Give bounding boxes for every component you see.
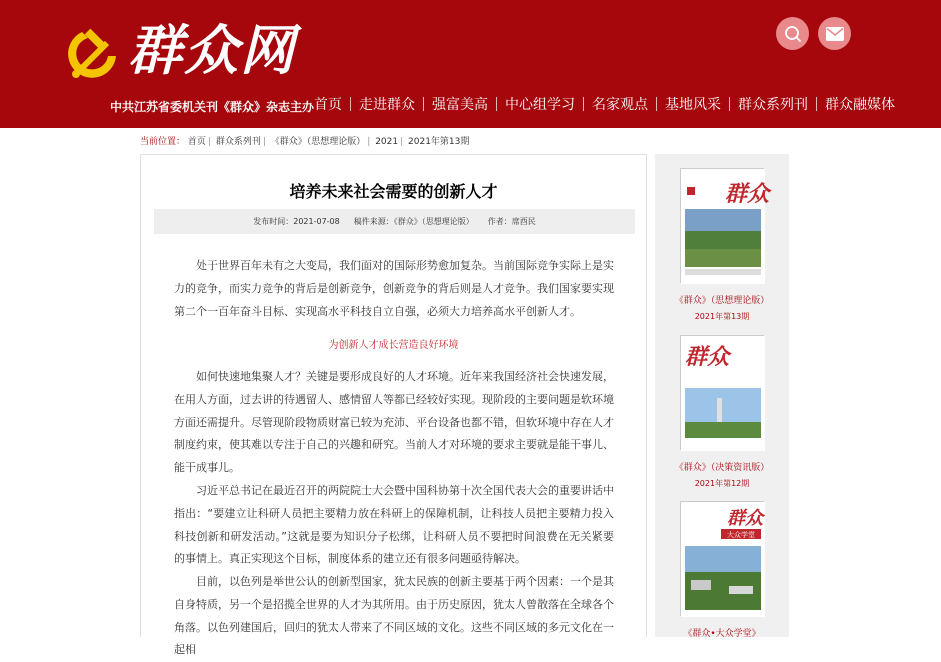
breadcrumb-item[interactable]: 《群众》（思想理论版） [270,137,366,147]
magazine-name[interactable]: 《群众》（思想理论版） [674,296,770,306]
site-logo[interactable]: 群众网 [128,18,296,82]
search-icon [784,25,802,43]
breadcrumb-separator: | [262,137,266,147]
breadcrumb-separator: | [367,137,371,147]
magazine-cover[interactable] [680,335,764,450]
nav-item-study[interactable]: 中心组学习 [505,97,575,113]
site-slogan: 中共江苏省委机关刊《群众》杂志主办 [110,100,315,114]
nav-item-bases[interactable]: 基地风采 [665,97,721,113]
magazine-cover[interactable] [680,168,770,283]
magazine-name[interactable]: 《群众》（决策资讯版） [674,463,770,473]
breadcrumb-item[interactable]: 首页 [187,137,206,147]
nav-item-series[interactable]: 群众系列刊 [738,97,808,113]
magazine-issue: 2021年第12期 [694,479,750,488]
article-paragraph: 目前，以色列是举世公认的创新型国家，犹太民族的创新主要基于两个因素：一个是其自身特质，另一个是招揽全世界的人才为其所用。由于历史原因，犹太人曾散落在全球各个角落。以色列建国后，回归的犹太人带来了不同区域的文化。这些不同区域的多元文化在一起相 [174,575,614,657]
magazine-cover-image [681,502,765,617]
nav-item-experts[interactable]: 名家观点 [592,97,648,113]
breadcrumb-label: 当前位置： [140,137,186,147]
magazine-cover[interactable] [680,501,764,616]
site-header [0,0,941,128]
article-subheading: 为创新人才成长营造良好环境 [328,340,459,351]
mail-button[interactable] [818,17,851,50]
breadcrumb-item[interactable]: 2021 [375,137,399,147]
article-paragraph: 处于世界百年未有之大变局，我们面对的国际形势愈加复杂。当前国际竞争实际上是实力的竞争，而实力竞争的背后是创新竞争，创新竞争的背后则是人才竞争。我们国家要实现第二个一百年奋斗目标、实现高水平科技自立自强，必须大力培养高水平创新人才。 [174,259,614,318]
article-paragraph: 习近平总书记在最近召开的两院院士大会暨中国科协第十次全国代表大会的重要讲话中指出：“要建立让科研人员把主要精力放在科研上的保障机制，让科技人员把主要精力投入科技创新和研发活动。”这就是要为知识分子松绑，让科研人员不要把时间浪费在无关紧要的事情上。真正实现这个目标，制度体系的建立还有很多问题亟待解决。 [174,484,614,566]
breadcrumb-item[interactable]: 2021年第13期 [408,137,470,147]
search-button[interactable] [776,17,809,50]
main-nav [306,94,903,114]
magazine-sidebar [655,154,789,637]
article-source: 稿件来源：《群众》（思想理论版） [353,217,474,226]
hammer-sickle-icon [64,22,124,82]
magazine-cover-image [681,336,765,451]
breadcrumb-separator: | [207,137,211,147]
magazine-name[interactable]: 《群众•大众学堂》 [683,629,761,639]
cover-title: 群众 [727,508,763,529]
breadcrumb-separator: | [400,137,404,147]
breadcrumb-item[interactable]: 群众系列刊 [215,137,261,147]
article-author: 作者：席酉民 [487,217,536,226]
nav-item-qiangfumeigao[interactable]: 强富美高 [432,97,488,113]
nav-item-home[interactable]: 首页 [314,97,342,113]
article-panel [140,154,647,657]
publish-date: 发布时间：2021-07-08 [253,217,340,226]
nav-item-media[interactable]: 群众融媒体 [825,97,895,113]
cover-title: 群众 [725,181,770,207]
article-title: 培养未来社会需要的创新人才 [289,182,498,201]
magazine-issue: 2021年第13期 [694,312,750,321]
cover-subtitle: 大众学堂 [727,531,755,539]
nav-item-about[interactable]: 走进群众 [359,97,415,113]
mail-icon [826,27,844,41]
magazine-cover-image [681,169,770,284]
breadcrumb [140,134,469,147]
article-meta [154,209,635,234]
article-paragraph: 如何快速地集聚人才？关键是要形成良好的人才环境。近年来我国经济社会快速发展，在用人方面，过去讲的待遇留人、感情留人等都已经较好实现。现阶段的主要问题是软环境方面还需提升。尽管现阶段物质财富已较为充沛、平台设备也都不错，但软环境中存在人才制度约束，使其难以专注于自己的兴趣和研究。当前人才对环境的要求主要就是能干事儿、能干成事儿。 [174,370,614,475]
cover-title: 群众 [685,344,730,370]
